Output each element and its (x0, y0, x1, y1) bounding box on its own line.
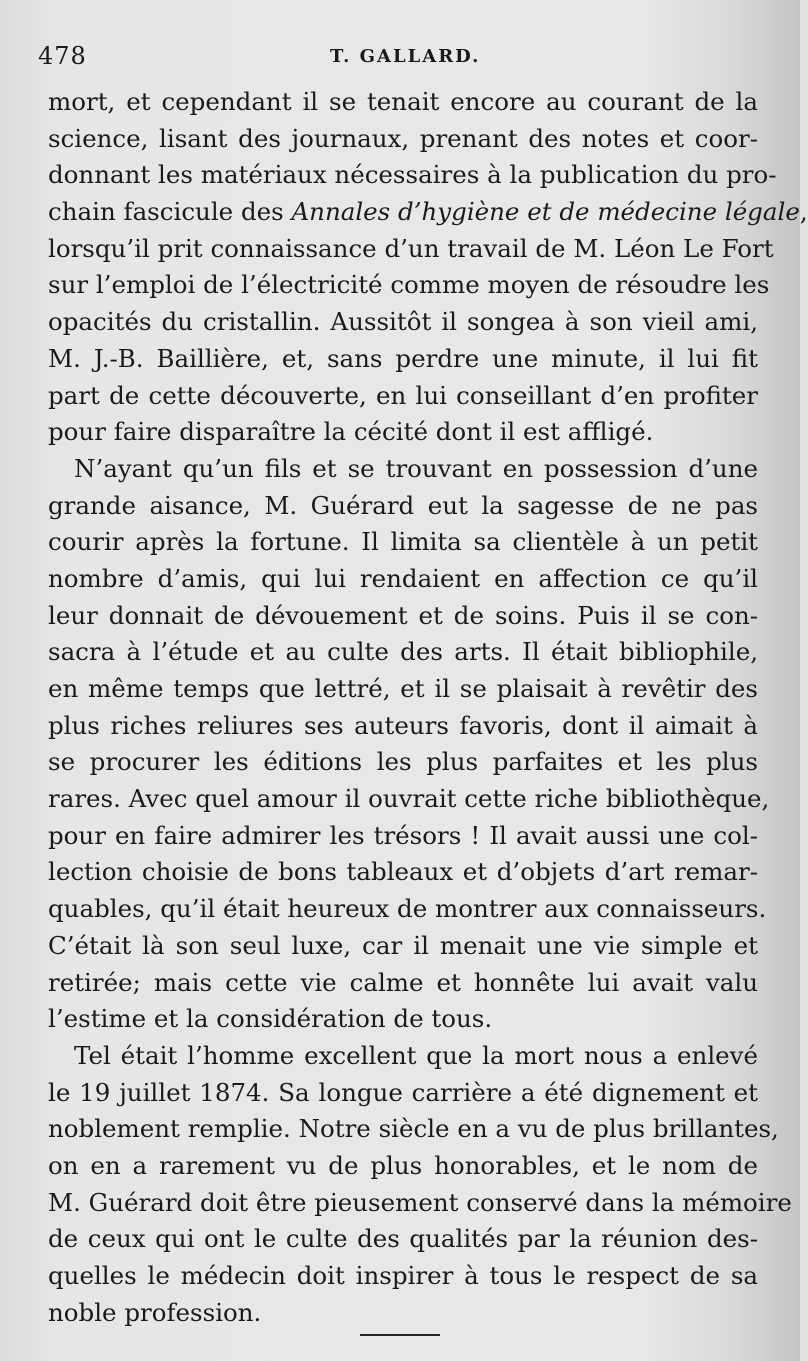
text-line: mort, et cependant il se tenait encore au courant de la (48, 87, 758, 116)
text-line: en même temps que lettré, et il se plaisait à revêtir des (48, 674, 758, 703)
text-line: retirée; mais cette vie calme et honnête lui avait valu (48, 967, 758, 997)
paragraph-first-line: Tel était l’homme excellent que la mort nous a enlevé (74, 1040, 758, 1070)
text-line: grande aisance, M. Guérard eut la sagesse de ne pas (48, 490, 758, 520)
text-line: leur donnait de dévouement et de soins. Puis il se con- (48, 600, 758, 630)
text-line: le 19 juillet 1874. Sa longue carrière a été dignement et (48, 1077, 758, 1107)
text-line: noblement remplie. Notre siècle en a vu de plus brillantes, (48, 1114, 779, 1144)
page-number: 478 (38, 42, 87, 70)
journal-title: Annales d’hygiène et de médecine légale (291, 197, 800, 227)
text-line: de ceux qui ont le culte des qualités par la réunion des- (48, 1224, 758, 1254)
text-line: courir après la fortune. Il limita sa clientèle à un petit (48, 527, 758, 557)
text-line: rares. Avec quel amour il ouvrait cette riche bibliothèque, (48, 784, 770, 814)
text-line: lection choisie de bons tableaux et d’objets d’art remar- (48, 857, 758, 887)
text-line: part de cette découverte, en lui conseillant d’en profiter (48, 380, 758, 410)
text-line: on en a rarement vu de plus honorables, et le nom de (48, 1150, 758, 1180)
paragraph-first-line: N’ayant qu’un fils et se trouvant en possession d’une (74, 453, 758, 483)
text-line: science, lisant des journaux, prenant des notes et coor- (48, 123, 758, 153)
text-line: l’estime et la considération de tous. (48, 1004, 493, 1034)
text-line: donnant les matériaux nécessaires à la publication du pro- (48, 160, 777, 190)
body-text (48, 84, 808, 1331)
text-line: plus riches reliures ses auteurs favoris, dont il aimait à (48, 710, 758, 740)
text-line: lorsqu’il prit connaissance d’un travail de M. Léon Le Fort (48, 233, 774, 263)
text-line: sacra à l’étude et au culte des arts. Il était bibliophile, (48, 637, 758, 667)
text-line: pour faire disparaître la cécité dont il est affligé. (48, 417, 654, 447)
text-line: sur l’emploi de l’électricité comme moyen de résoudre les (48, 270, 770, 300)
text-line: opacités du cristallin. Aussitôt il songea à son vieil ami, (48, 307, 758, 337)
section-end-rule (360, 1334, 440, 1336)
text-line: chain fascicule des Annales d’hygiène et de médecine légale, (48, 197, 808, 227)
text-line: quelles le médecin doit inspirer à tous le respect de sa (48, 1261, 758, 1290)
running-head (38, 42, 750, 78)
text-line: C’était là son seul luxe, car il menait une vie simple et (48, 930, 758, 960)
text-line: M. Guérard doit être pieusement conservé dans la mémoire (48, 1187, 792, 1217)
text-line: nombre d’amis, qui lui rendaient en affection ce qu’il (48, 563, 758, 593)
text-line: M. J.-B. Baillière, et, sans perdre une minute, il lui fit (48, 343, 758, 373)
text-line: noble profession. (48, 1297, 262, 1327)
text-line: se procurer les éditions les plus parfaites et les plus (48, 747, 758, 777)
running-head-title: T. GALLARD. (330, 46, 481, 67)
text-line: quables, qu’il était heureux de montrer aux connaisseurs. (48, 894, 767, 924)
text-line: pour en faire admirer les trésors ! Il avait aussi une col- (48, 820, 758, 850)
